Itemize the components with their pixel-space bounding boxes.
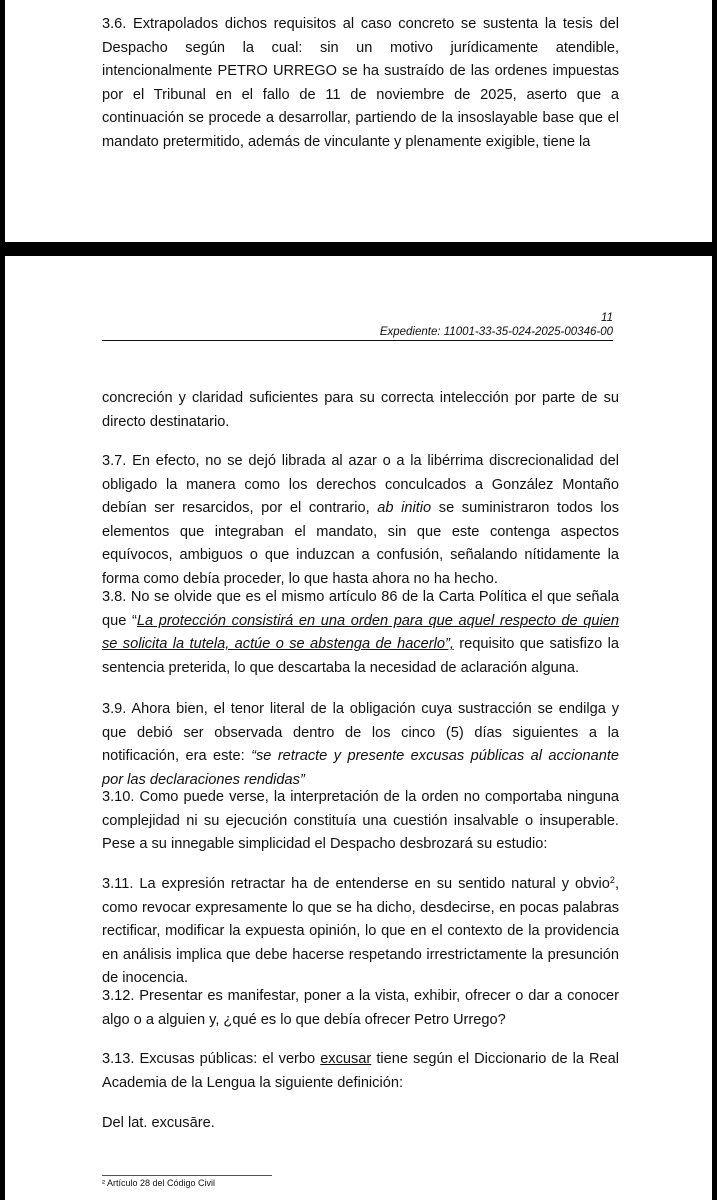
document-page-bottom	[5, 256, 712, 1200]
paragraph-3-13-text-c: tiene según el Diccionario de la Real Academia de la Lengua la siguiente definición:	[102, 1051, 619, 1091]
document-page-top	[5, 0, 712, 242]
paragraph-3-8	[102, 586, 619, 680]
footnote-divider	[102, 1175, 272, 1176]
paragraph-etymology: Del lat. excusāre.	[102, 1115, 215, 1131]
paragraph-3-11-text-a: 3.11. La expresión retractar ha de entenderse en su sentido natural y obvio	[102, 876, 610, 892]
paragraph-3-11-text-b: , como revocar expresamente lo que se ha dicho, desdecirse, en pocas palabras rectificar, modificar la expuesta opinión, lo que en el contexto de la providencia en análisis implica que debe hacerse respetando irrestrictamente la presunción de inocencia.	[102, 876, 619, 987]
paragraph-3-8-quote: La protección consistirá en una orden para que aquel respecto de quien se solicita la tutela, actúe o se abstenga de hacerlo”,	[102, 612, 619, 653]
paragraph-3-7-text-c: se suministraron todos los elementos que integraban el mandato, sin que este contenga aspectos equívocos, ambiguos o que induzcan a confusión, señalando nítidamente la forma como debía proceder, lo que hasta ahora no ha hecho.	[102, 500, 619, 587]
paragraph-continuation: concreción y claridad suficientes para su correcta intelección por parte de su directo destinatario.	[102, 390, 619, 430]
header-divider	[102, 340, 613, 341]
paragraph-3-13-verb: excusar	[320, 1051, 372, 1067]
paragraph-3-7-text-a: 3.7. En efecto, no se dejó librada al azar o a la libérrima discrecionalidad del obligado la manera como los derechos conculcados a González Montaño debían ser resarcidos, por el contrario,	[102, 453, 619, 517]
paragraph-3-7-latin: ab initio	[377, 500, 432, 517]
paragraph-3-9-text-a: 3.9. Ahora bien, el tenor literal de la obligación cuya sustracción se endilga y que debió ser observada dentro de los cinco (5) días siguientes a la notificación, era este:	[102, 701, 619, 765]
paragraph-3-9	[102, 698, 619, 792]
paragraph-3-8-text-a: 3.8. No se olvide que es el mismo artículo 86 de la Carta Política el que señala que “	[102, 589, 619, 629]
case-file-number: Expediente: 11001-33-35-024-2025-00346-00	[379, 326, 613, 338]
paragraph-3-9-quote: “se retracte y presente excusas públicas al accionante por las declaraciones rendidas”	[102, 748, 620, 788]
page-number: 11	[601, 312, 613, 324]
footnote: ² Artículo 28 del Código Civil	[102, 1178, 216, 1188]
footnote-reference: 2	[609, 875, 615, 885]
paragraph-3-7	[102, 450, 619, 592]
paragraph-3-13-text-a: 3.13. Excusas públicas: el verbo	[102, 1051, 321, 1067]
paragraph-3-12: 3.12. Presentar es manifestar, poner a la vista, exhibir, ofrecer o dar a conocer algo o a alguien y, ¿qué es lo que debía ofrecer Petro Urrego?	[102, 988, 619, 1028]
paragraph-3-13	[102, 1048, 619, 1095]
paragraph-3-10: 3.10. Como puede verse, la interpretación de la orden no comportaba ninguna complejidad ni su ejecución constituía una cuestión insalvable o insuperable. Pese a su innegable simplicidad el Despacho desbrozará su estudio:	[102, 789, 619, 853]
paragraph-3-11	[102, 873, 619, 991]
paragraph-3-6: 3.6. Extrapolados dichos requisitos al caso concreto se sustenta la tesis del Despacho según la cual: sin un motivo jurídicamente atendible, intencionalmente PETRO URREGO se ha sustraído de las ordenes impuestas por el Tribunal en el fallo de 11 de noviembre de 2025, aserto que a continuación se procede a desarrollar, partiendo de la insoslayable base que el mandato pretermitido, además de vinculante y plenamente exigible, tiene la	[102, 16, 619, 150]
paragraph-3-8-text-c: requisito que satisfizo la sentencia preterida, lo que descartaba la necesidad de aclaración alguna.	[102, 636, 619, 676]
